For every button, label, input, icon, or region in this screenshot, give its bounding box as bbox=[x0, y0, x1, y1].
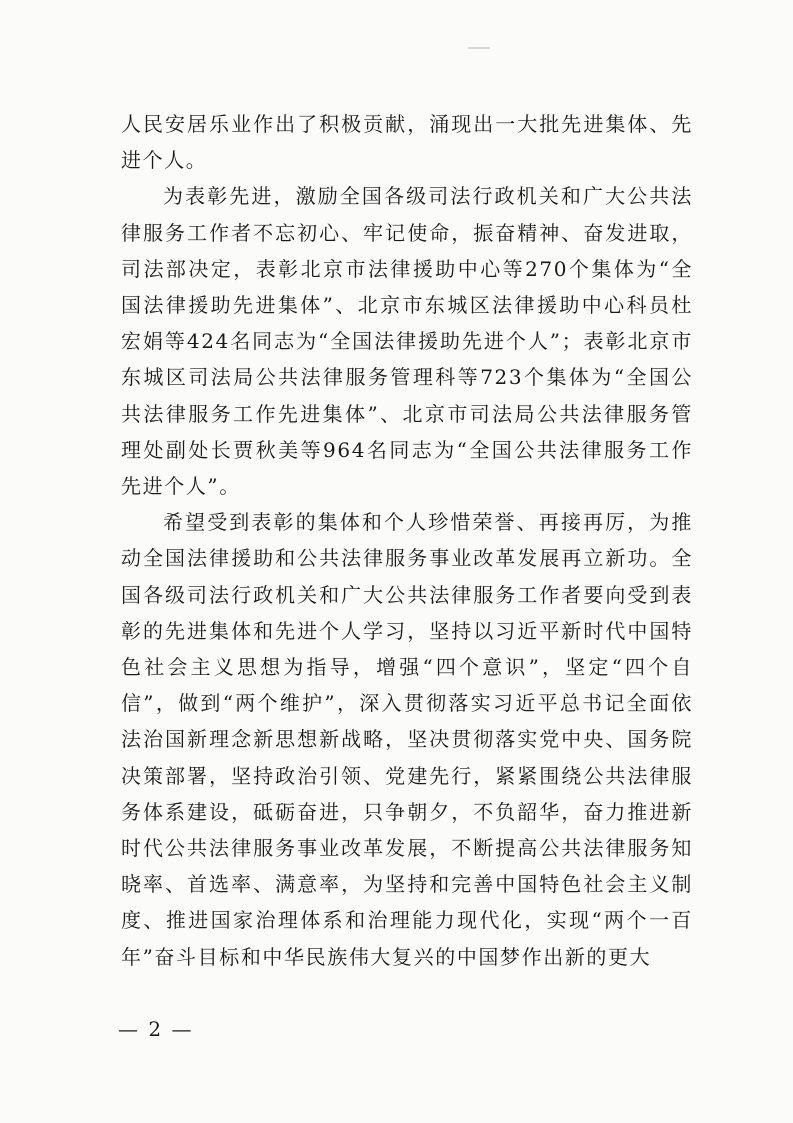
page-number: — 2 — bbox=[118, 1017, 194, 1041]
body-text bbox=[121, 106, 693, 975]
paragraph-expectation: 希望受到表彰的集体和个人珍惜荣誉、再接再厉，为推动全国法律援助和公共法律服务事业改革发展再立新功。全国各级司法行政机关和广大公共法律服务工作者要向受到表彰的先进集体和先进个人学习，坚持以习近平新时代中国特色社会主义思想为指导，增强“四个意识”，坚定“四个自信”，做到“两个维护”，深入贯彻落实习近平总书记全面依法治国新理念新思想新战略，坚决贯彻落实党中央、国务院决策部署，坚持政治引领、党建先行，紧紧围绕公共法律服务体系建设，砥砺奋进，只争朝夕，不负韶华，奋力推进新时代公共法律服务事业改革发展，不断提高公共法律服务知晓率、首选率、满意率，为坚持和完善中国特色社会主义制度、推进国家治理体系和治理能力现代化，实现“两个一百年”奋斗目标和中华民族伟大复兴的中国梦作出新的更大 bbox=[121, 510, 693, 969]
paragraph-continuation: 人民安居乐业作出了积极贡献，涌现出一大批先进集体、先进个人。 bbox=[121, 112, 693, 173]
scan-mark bbox=[468, 47, 490, 49]
paragraph-commendation: 为表彰先进，激励全国各级司法行政机关和广大公共法律服务工作者不忘初心、牢记使命，振奋精神、奋发进取，司法部决定，表彰北京市法律援助中心等270个集体为“全国法律援助先进集体”、北京市东城区法律援助中心科员杜宏娟等424名同志为“全国法律援助先进个人”；表彰北京市东城区司法局公共法律服务管理科等723个集体为“全国公共法律服务工作先进集体”、北京市司法局公共法律服务管理处副处长贾秋美等964名同志为“全国公共法律服务工作先进个人”。 bbox=[121, 184, 693, 499]
